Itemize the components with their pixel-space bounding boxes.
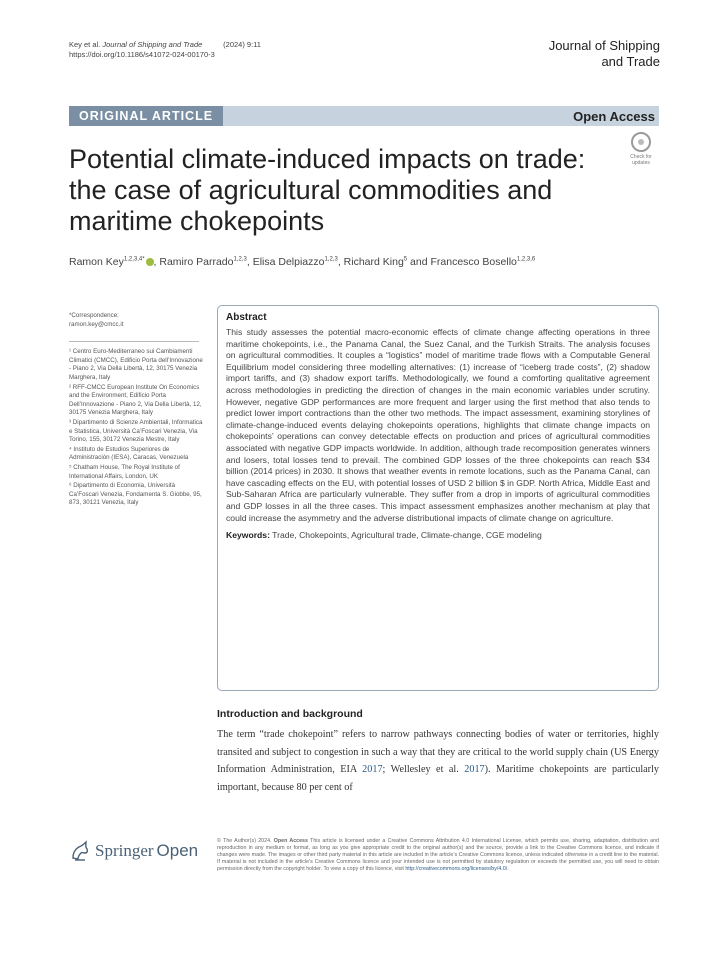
springer-wordmark: Springer [95,841,154,860]
citation-authors: Key et al. [69,40,101,49]
affiliation: ⁶ Dipartimento di Economia, Università Ca’Foscari Venezia, Fondamenta S. Giobbe, 95, 873, 30121 Venezia, Italy [69,482,202,507]
affiliation: ³ Dipartimento di Scienze Ambientali, Informatica e Statistica, Università Ca’Foscari Venezia, Via Torino, 155, 30172 Venezia Mestre, Italy [69,418,203,444]
license-text: This article is licensed under a Creative Commons Attribution 4.0 International License, which permits use, sharing, adaptation, distribution and reproduction in any medium or format, as long as you give appropriate credit to the original author(s) and the source, provide a link to the Creative Commons licence, and indicate if changes were made. The images or other third party material in this article are included in the article’s Creative Commons licence, unless indicated otherwise in a credit line to the material. If material is not included in the article’s Creative Commons licence and your intended use is not permitted by statutory regulation or exceeds the permitted use, you will need to obtain permission directly from the copyright holder. To view a copy of this licence, visit [217,838,659,873]
citation-link[interactable]: 2017 [464,764,485,775]
check-updates-line-1: Check for [630,154,652,160]
author-affiliation-marks: 1,2,3 [233,256,247,263]
section-heading: Introduction and background [217,708,363,720]
author-name[interactable]: , Ramiro Parrado [153,256,234,268]
affiliation: ¹ Centro Euro-Mediterraneo sui Cambiamenti Climatici (CMCC), Edificio Porta dell’Innovazione - Piano 2, Via Della Libertà, 12, 30175 Venezia Marghera, Italy [69,348,203,381]
author-name[interactable]: , Elisa Delpiazzo [246,256,325,268]
license-statement [217,838,659,873]
citation-journal: Journal of Shipping and Trade [102,40,203,49]
check-updates-line-2: updates [632,160,650,166]
abstract-box [217,305,659,691]
sidebar-divider [69,341,199,342]
journal-name-line-1: Journal of Shipping [548,38,660,53]
open-access-label: Open Access [573,108,655,124]
journal-name [549,38,660,70]
correspondence-block [69,312,204,329]
intro-text: The term “trade chokepoint” refers to narrow pathways connecting bodies of water or territories, highly transited and subject to congestion in such a way that they are critical to the world supply chain (US Energy Information Administration, EIA [217,729,659,775]
keywords-list: Trade, Chokepoints, Agricultural trade, Climate-change, CGE modeling [272,530,542,541]
doi-link[interactable]: https://doi.org/10.1186/s41072-024-00170-3 [69,50,215,59]
keywords-label: Keywords: [226,530,270,541]
correspondence-email[interactable]: ramon.key@cmcc.it [69,320,124,328]
check-for-updates-icon [631,132,651,152]
author-affiliation-marks: 1,2,3,4* [123,256,145,263]
keywords [226,530,650,540]
intro-paragraph [217,726,659,796]
author-affiliation-marks: 1,2,3 [324,256,338,263]
intro-text: ; Wellesley et al. [382,764,465,775]
correspondence-label: *Correspondence: [69,312,119,319]
springer-open-logo [69,840,198,862]
check-for-updates-badge[interactable] [624,132,658,166]
author-name[interactable]: and Francesco Bosello [407,256,517,268]
affiliations-sidebar [69,312,204,509]
author-affiliation-marks: 5 [403,256,408,263]
author-name[interactable]: , Richard King [337,256,404,268]
affiliation: ² RFF-CMCC European Institute On Economics and the Environment, Edificio Porta Dell’Innovazione - Piano 2, Via Della Libertà, 12, 30175 Venezia Marghera, Italy [69,383,202,417]
author-name[interactable]: Ramon Key [69,256,124,268]
license-end: . [507,866,509,873]
journal-name-line-2: and Trade [601,54,660,69]
article-type-label: ORIGINAL ARTICLE [69,106,223,126]
citation-link[interactable]: 2017 [362,764,383,775]
license-copyright: © The Author(s) 2024. [217,838,274,844]
citation-year-volume: (2024) 9:11 [223,40,261,49]
affiliation: ⁵ Chatham House, The Royal Institute of International Affairs, London, UK [69,463,180,480]
intro-text: ). Maritime chokepoints are particularly important, because 80 per cent of [217,764,659,793]
abstract-text: This study assesses the potential macro-economic effects of climate change affecting operations in three maritime chokepoints, i.e., the Panama Canal, the Suez Canal, and the Turkish Straits. The analysis focuses on agricultural commodities. It couples a “logistics” model of maritime trade flows with a Computable General Equilibrium model considering three modelling alternatives: (1) increase of “iceberg trade costs”, (2) shadow import tariffs, and (3) shadow export tariffs. Methodologically, we found a comforting qualitative agreement across methodologies in predicting the direction of changes in the main economic variables under scrutiny. However, negative GDP performances are more frequent and larger using the first method that also tends to predict lower import contractions than the other two methods. The impact assessment, examining storylines of climate-change-induced events delaying chokepoints operations, highlights that climate change impacts on chokepoints’ operations can convey detectable effects on production and prices of agricultural commodities associated with negative GDP impacts worldwide. In addition, although trade recomposition generates winners and losers, total losses tend to prevail. The combined GDP losses of the three chokepoints can reach $34 billion (2014 prices) in 2030. It shows that weather events in remote locations, such as the Panama Canal, can have cascading effects on the EU, with potential losses of USD 2 billion $ in GDP. North Africa, Middle East and Sub-Saharan Africa are particularly vulnerable. They suffer from a drop in imports of agricultural commodities and GDP losses in all the three cases. This impact assessment emphasizes another mechanism at play that could increase the asymmetry and the adverse distributional impacts of climate change on agriculture. [226,327,650,523]
article-type-bar [69,106,659,126]
orcid-icon[interactable] [146,258,154,266]
open-wordmark: Open [156,841,199,860]
license-open-access: Open Access [273,838,308,844]
springer-horse-icon [69,840,91,862]
running-header [69,40,261,60]
author-list [69,256,535,268]
article-title: Potential climate-induced impacts on trade: the case of agricultural commodities and maritime chokepoints [69,144,586,236]
author-affiliation-marks: 1,2,3,6 [516,256,536,263]
affiliation: ⁴ Instituto de Estudios Superiores de Administración (IESA), Caracas, Venezuela [69,445,189,462]
abstract-heading: Abstract [226,312,267,323]
license-link[interactable]: http://creativecommons.org/licenses/by/4.0/ [405,866,508,873]
